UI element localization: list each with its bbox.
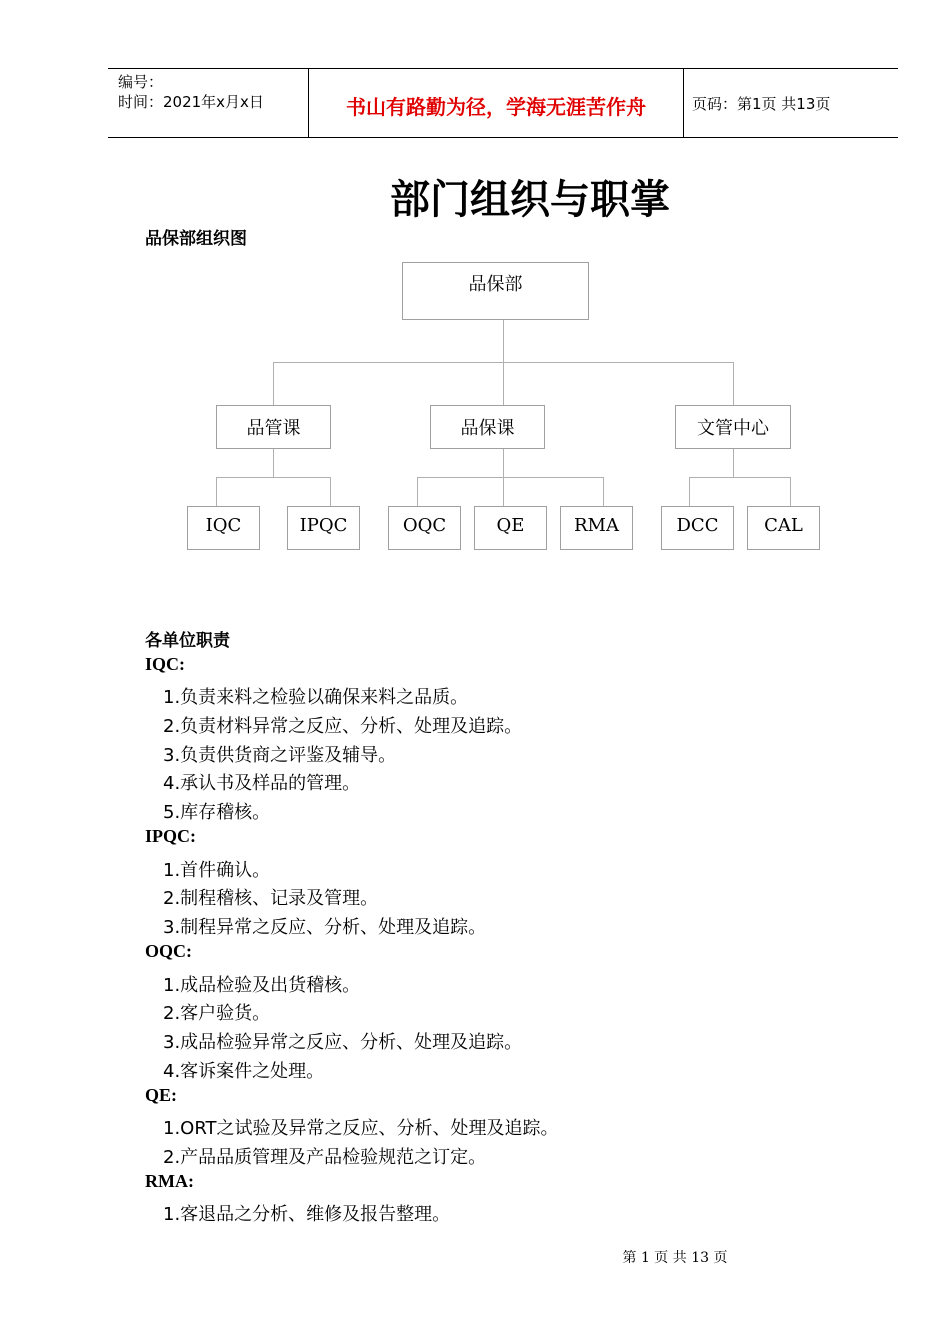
unit-heading: QE: bbox=[145, 1085, 178, 1105]
connector bbox=[503, 362, 504, 405]
duty-item: 3.成品检验异常之反应、分析、处理及追踪。 bbox=[163, 1032, 523, 1053]
connector bbox=[733, 448, 734, 477]
org-node-section: 品管课 bbox=[216, 405, 331, 449]
org-node-unit: RMA bbox=[560, 506, 633, 550]
duty-item: 1.成品检验及出货稽核。 bbox=[163, 975, 361, 996]
org-node-section: 品保课 bbox=[430, 405, 545, 449]
page-title: 部门组织与职掌 bbox=[390, 177, 670, 223]
connector bbox=[689, 477, 690, 506]
header-meta bbox=[108, 69, 308, 137]
duty-item: 1.客退品之分析、维修及报告整理。 bbox=[163, 1204, 451, 1225]
duty-item: 2.制程稽核、记录及管理。 bbox=[163, 888, 379, 909]
org-node-section: 文管中心 bbox=[675, 405, 791, 449]
duty-item: 3.制程异常之反应、分析、处理及追踪。 bbox=[163, 917, 487, 938]
duties-title: 各单位职责 bbox=[145, 631, 230, 651]
org-node-unit: IQC bbox=[187, 506, 260, 550]
duty-item: 1.负责来料之检验以确保来料之品质。 bbox=[163, 687, 469, 708]
connector bbox=[273, 362, 274, 405]
duty-item: 2.客户验货。 bbox=[163, 1003, 271, 1024]
connector bbox=[417, 477, 418, 506]
org-node-unit: QE bbox=[474, 506, 547, 550]
page-info: 页码：第1页 共13页 bbox=[692, 95, 831, 113]
time-label: 时间：2021年x月x日 bbox=[118, 93, 264, 111]
org-section-title: 品保部组织图 bbox=[145, 229, 247, 249]
duty-item: 1.首件确认。 bbox=[163, 860, 271, 881]
page-footer: 第 1 页 共 13 页 bbox=[622, 1250, 728, 1266]
document-header bbox=[108, 68, 898, 138]
connector bbox=[503, 319, 504, 362]
duty-item: 2.产品品质管理及产品检验规范之订定。 bbox=[163, 1147, 487, 1168]
connector bbox=[216, 477, 331, 478]
connector bbox=[273, 448, 274, 477]
unit-heading: IPQC: bbox=[145, 826, 196, 846]
number-label: 编号： bbox=[118, 73, 164, 91]
org-node-unit: CAL bbox=[747, 506, 820, 550]
duty-item: 4.承认书及样品的管理。 bbox=[163, 773, 361, 794]
org-node-unit: OQC bbox=[388, 506, 461, 550]
connector bbox=[733, 362, 734, 405]
unit-heading: IQC: bbox=[145, 654, 185, 674]
duty-item: 5.库存稽核。 bbox=[163, 802, 271, 823]
org-node-unit: DCC bbox=[661, 506, 734, 550]
unit-heading: RMA: bbox=[145, 1171, 194, 1191]
duty-item: 1.ORT之试验及异常之反应、分析、处理及追踪。 bbox=[163, 1118, 559, 1139]
org-node-root: 品保部 bbox=[402, 262, 589, 320]
duty-item: 3.负责供货商之评鉴及辅导。 bbox=[163, 745, 397, 766]
connector bbox=[790, 477, 791, 506]
duty-item: 4.客诉案件之处理。 bbox=[163, 1061, 325, 1082]
connector bbox=[216, 477, 217, 506]
header-motto-cell bbox=[308, 69, 684, 137]
connector bbox=[689, 477, 791, 478]
connector bbox=[330, 477, 331, 506]
connector bbox=[417, 477, 604, 478]
connector bbox=[603, 477, 604, 506]
unit-heading: OQC: bbox=[145, 941, 192, 961]
motto: 书山有路勤为径，学海无涯苦作舟 bbox=[346, 95, 646, 119]
duty-item: 2.负责材料异常之反应、分析、处理及追踪。 bbox=[163, 716, 523, 737]
org-node-unit: IPQC bbox=[287, 506, 360, 550]
